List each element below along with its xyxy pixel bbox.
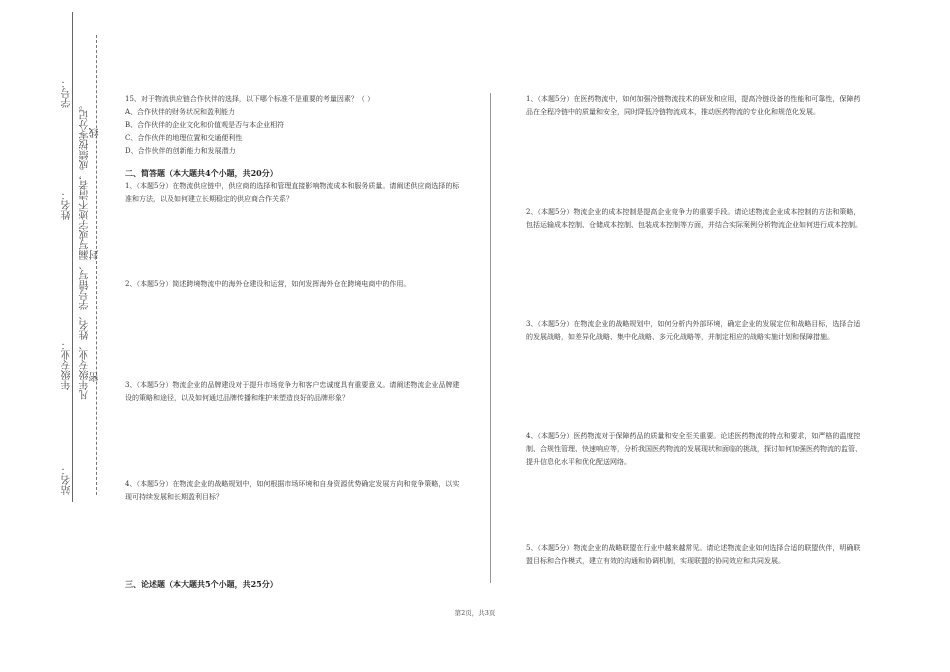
question-15: 15、对于物流供应链合作伙伴的选择，以下哪个标准不是重要的考量因素？（ ） (125, 95, 375, 103)
essay-question-5: 5、（本题5分）物流企业的战略联盟在行业中越来越常见。请论述物流企业如何选择合适的联盟伙伴，明确联盟目标和合作模式，建立有效的沟通和协调机制，实现联盟的协同效应和共同发展。 (526, 544, 861, 565)
option-c: C、合作伙伴的地理位置和交通便利性 (125, 134, 243, 142)
seal-xian: 线 (90, 128, 101, 138)
label-xuehao: 学号： (62, 78, 73, 108)
option-d: D、合作伙伴的创新能力和发展潜力 (125, 147, 236, 155)
section-3-heading: 三、论述题（本大题共5个小题，共25分） (125, 579, 278, 589)
short-question-4: 4、（本题5分）在物流企业的战略规划中，如何根据市场环境和自身资源优势确定发展方向和竞争策略，以实现可持续发展和长期盈利目标？ (125, 480, 460, 501)
page-footer: 第2页，共3页 (454, 609, 496, 617)
left-column (125, 93, 465, 158)
column-divider (490, 93, 491, 583)
margin-dash-line (96, 35, 97, 495)
section-2-heading: 二、简答题（本大题共4个小题，共20分） (125, 168, 278, 178)
essay-question-4: 4、（本题5分）医药物流对于保障药品的质量和安全至关重要。论述医药物流的特点和要求，如严格的温度控制、合规性管理、快速响应等，分析我国医药物流的发展现状和面临的挑战，探讨如何加强医药物流的监管、提升信息化水平和优化配送网络。 (526, 432, 862, 466)
short-question-3: 3、（本题5分）物流企业的品牌建设对于提升市场竞争力和客户忠诚度具有重要意义。请阐述物流企业品牌建设的策略和途径，以及如何通过品牌传播和维护来塑造良好的品牌形象？ (125, 381, 460, 402)
seal-feng: 封 (90, 250, 101, 260)
option-b: B、合作伙伴的企业文化和价值观是否与本企业相符 (125, 121, 285, 129)
short-question-2: 2、（本题5分）简述跨境物流中的海外仓建设和运营，如何发挥海外仓在跨境电商中的作用。 (125, 280, 411, 288)
notice-text: 凡年级专业、姓名、学号错写、漏写或字迹不清者，成绩按零分记。 (80, 100, 91, 400)
label-nianji: 年级专业： (62, 340, 73, 390)
seal-mi: 密 (90, 372, 101, 382)
essay-question-3: 3、（本题5分）在物流企业的战略规划中，如何分析内外部环境，确定企业的发展定位和战略目标，选择合适的发展战略，如差异化战略、集中化战略、多元化战略等，并制定相应的战略实施计划和保障措施。 (526, 320, 861, 341)
essay-question-2: 2、（本题5分）物流企业的成本控制是提高企业竞争力的重要手段。请论述物流企业成本控制的方法和策略，包括运输成本控制、仓储成本控制、包装成本控制等方面，并结合实际案例分析物流企业如何进行成本控制。 (526, 208, 862, 229)
essay-question-1: 1、（本题5分）在医药物流中，如何加强冷链物流技术的研发和应用，提高冷链设备的性能和可靠性，保障药品在全程冷链中的质量和安全，同时降低冷链物流成本，推动医药物流的专业化和规范化发展。 (526, 95, 861, 116)
label-xingming: 姓名： (62, 190, 73, 220)
option-a: A、合作伙伴的财务状况和盈利能力 (125, 108, 236, 116)
label-zhanming: 站名： (62, 465, 73, 495)
short-question-1: 1、（本题5分）在物流供应链中，供应商的选择和管理直接影响物流成本和服务质量。请阐述供应商选择的标准和方法，以及如何建立长期稳定的供应商合作关系？ (125, 182, 460, 203)
